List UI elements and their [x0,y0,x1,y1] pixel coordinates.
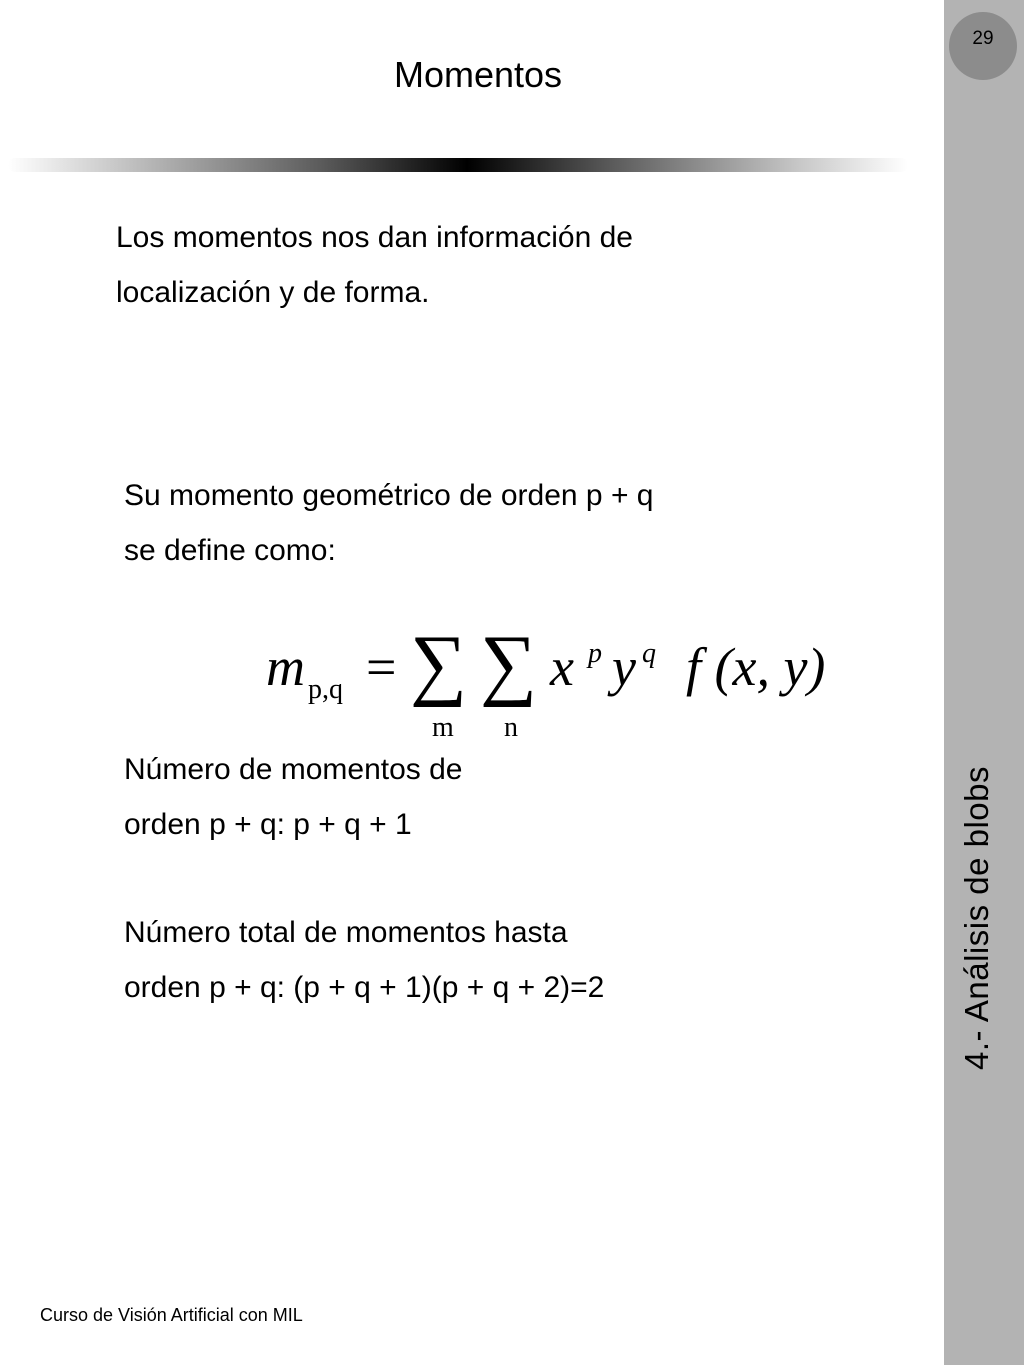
sidebar [944,0,1024,1365]
definition-line: Su momento geométrico de orden p + q [124,479,654,512]
count-order-line: Número de momentos de [124,753,463,786]
formula-lhs-subscript: p,q [308,674,343,705]
page-number-badge [949,12,1017,80]
count-order-paragraph [124,742,463,852]
sum-symbol-m: ∑ [410,620,468,708]
sum-index-m: m [432,712,454,743]
footer-text: Curso de Visión Artificial con MIL [40,1305,303,1325]
count-total-line: Número total de momentos hasta [124,916,568,949]
formula-equals: = [366,637,397,697]
definition-line: se define como: [124,534,336,567]
formula-power-q: q [642,638,656,669]
title-divider [8,158,908,172]
section-label: 4.- Análisis de blobs [958,765,995,1070]
definition-paragraph [124,468,653,578]
formula-term-x: x [550,637,574,697]
formula-function: f (x, y) [686,637,826,697]
moment-formula [262,622,862,752]
count-order-line: orden p + q: p + q + 1 [124,808,412,841]
count-total-paragraph [124,905,604,1015]
formula-lhs-symbol: m [266,637,305,697]
slide-title: Momentos [393,54,563,95]
formula-term-y: y [612,637,636,697]
intro-paragraph [116,210,633,320]
formula-power-p: p [588,638,602,669]
page-number: 29 [972,28,994,49]
sum-index-n: n [504,712,518,743]
count-total-line: orden p + q: (p + q + 1)(p + q + 2)=2 [124,971,605,1004]
intro-line: localización y de forma. [116,276,430,309]
intro-line: Los momentos nos dan información de [116,221,633,254]
sum-symbol-n: ∑ [480,620,538,708]
